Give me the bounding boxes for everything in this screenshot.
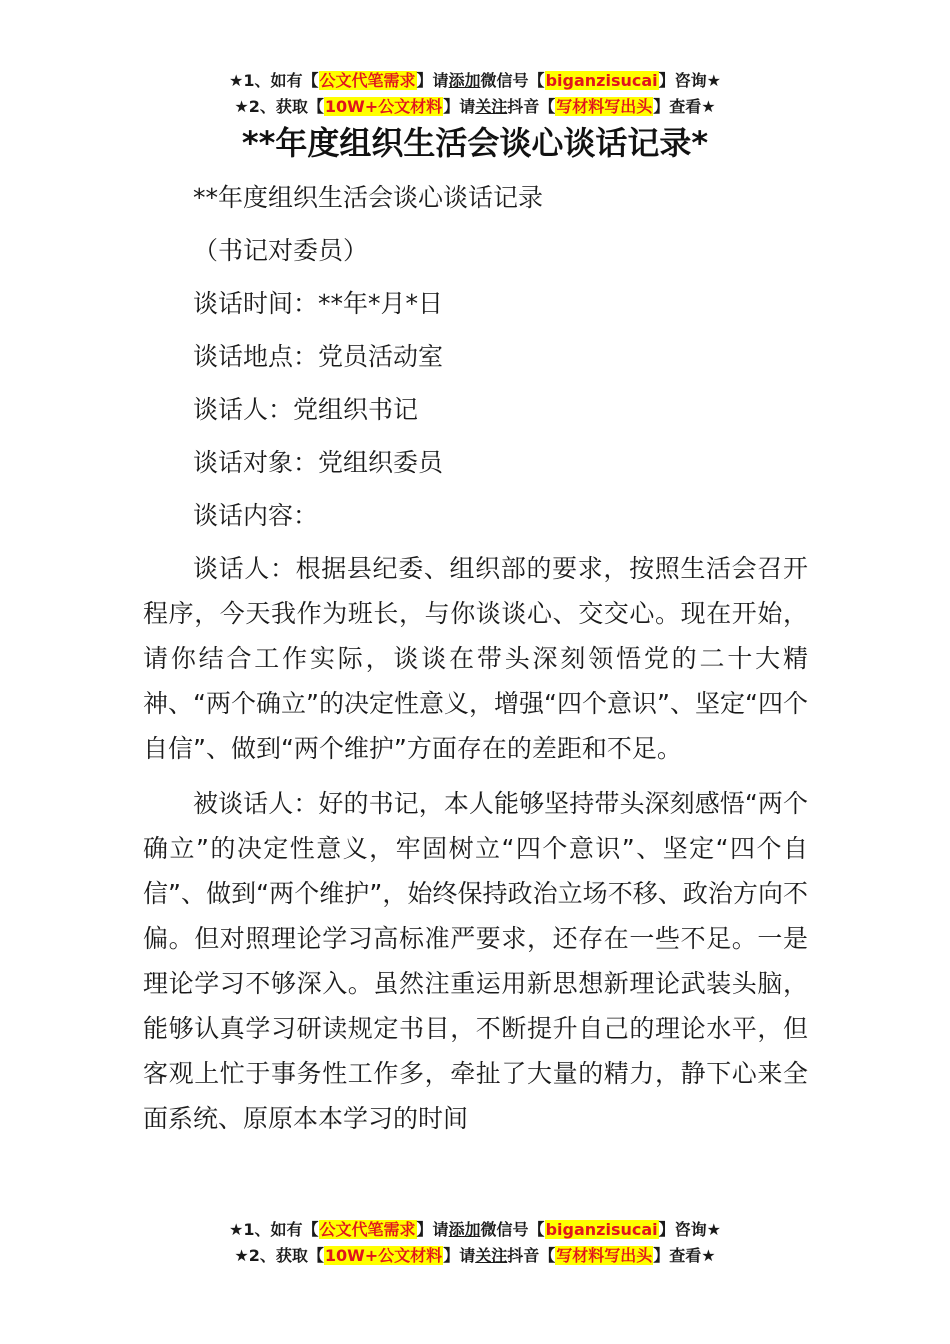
banner-text: 】请 (443, 97, 476, 116)
banner-text: 抖音【 (507, 97, 556, 116)
banner-underlined-text: 关注 (475, 1246, 508, 1265)
banner-text: ★2、获取【 (234, 97, 324, 116)
content-label: 谈话内容： (193, 501, 319, 530)
banner-highlight: 10W+公文材料 (324, 97, 443, 116)
banner-highlight: 10W+公文材料 (324, 1246, 443, 1265)
banner-text: 】请 (443, 1246, 476, 1265)
header-banner (0, 68, 950, 120)
paragraph-speaker: 谈话人：根据县纪委、组织部的要求，按照生活会召开程序，今天我作为班长，与你谈谈心、交交心。现在开始，请你结合工作实际，谈谈在带头深刻领悟党的二十大精神、“两个确立”的决定性意义，增强“四个意识”、坚定“四个自信”、做到“两个维护”方面存在的差距和不足。 (143, 554, 808, 763)
role-note: （书记对委员） (193, 236, 369, 265)
banner-text: 】请 (416, 71, 449, 90)
banner-underlined-text: 添加 (448, 1220, 481, 1239)
banner-line-2 (0, 1243, 950, 1269)
banner-text: ★1、如有【 (229, 71, 319, 90)
banner-text: 】请 (416, 1220, 449, 1239)
footer-banner (0, 1217, 950, 1269)
banner-text: 】咨询★ (658, 1220, 721, 1239)
banner-text: 】查看★ (653, 1246, 716, 1265)
banner-line-1 (0, 68, 950, 94)
document-title: **年度组织生活会谈心谈话记录* (241, 124, 709, 162)
banner-highlight: 公文代笔需求 (319, 71, 416, 90)
banner-highlight: biganzisucai (545, 71, 658, 90)
banner-text: 】查看★ (653, 97, 716, 116)
banner-highlight: 公文代笔需求 (319, 1220, 416, 1239)
banner-text: 抖音【 (507, 1246, 556, 1265)
banner-text: ★2、获取【 (234, 1246, 324, 1265)
banner-text: ★1、如有【 (229, 1220, 319, 1239)
meeting-time: 谈话时间：**年*月*日 (193, 289, 444, 318)
document-subtitle: **年度组织生活会谈心谈话记录 (193, 183, 544, 212)
banner-highlight: 写材料写出头 (556, 1246, 653, 1265)
meeting-target: 谈话对象：党组织委员 (193, 448, 444, 477)
banner-highlight: 写材料写出头 (556, 97, 653, 116)
meeting-speaker: 谈话人：党组织书记 (193, 395, 419, 424)
banner-underlined-text: 关注 (475, 97, 508, 116)
meeting-location: 谈话地点：党员活动室 (193, 342, 444, 371)
banner-highlight: biganzisucai (545, 1220, 658, 1239)
document-body (143, 175, 808, 1151)
paragraph-respondent: 被谈话人：好的书记，本人能够坚持带头深刻感悟“两个确立”的决定性意义，牢固树立“四个意识”、坚定“四个自信”、做到“两个维护”，始终保持政治立场不移、政治方向不偏。但对照理论学习高标准严要求，还存在一些不足。一是理论学习不够深入。虽然注重运用新思想新理论武装头脑，能够认真学习研读规定书目，不断提升自己的理论水平，但客观上忙于事务性工作多，牵扯了大量的精力，静下心来全面系统、原原本本学习的时间 (143, 789, 808, 1133)
banner-line-1 (0, 1217, 950, 1243)
banner-underlined-text: 添加 (448, 71, 481, 90)
banner-text: 微信号【 (480, 1220, 545, 1239)
banner-text: 】咨询★ (658, 71, 721, 90)
banner-text: 微信号【 (480, 71, 545, 90)
banner-line-2 (0, 94, 950, 120)
